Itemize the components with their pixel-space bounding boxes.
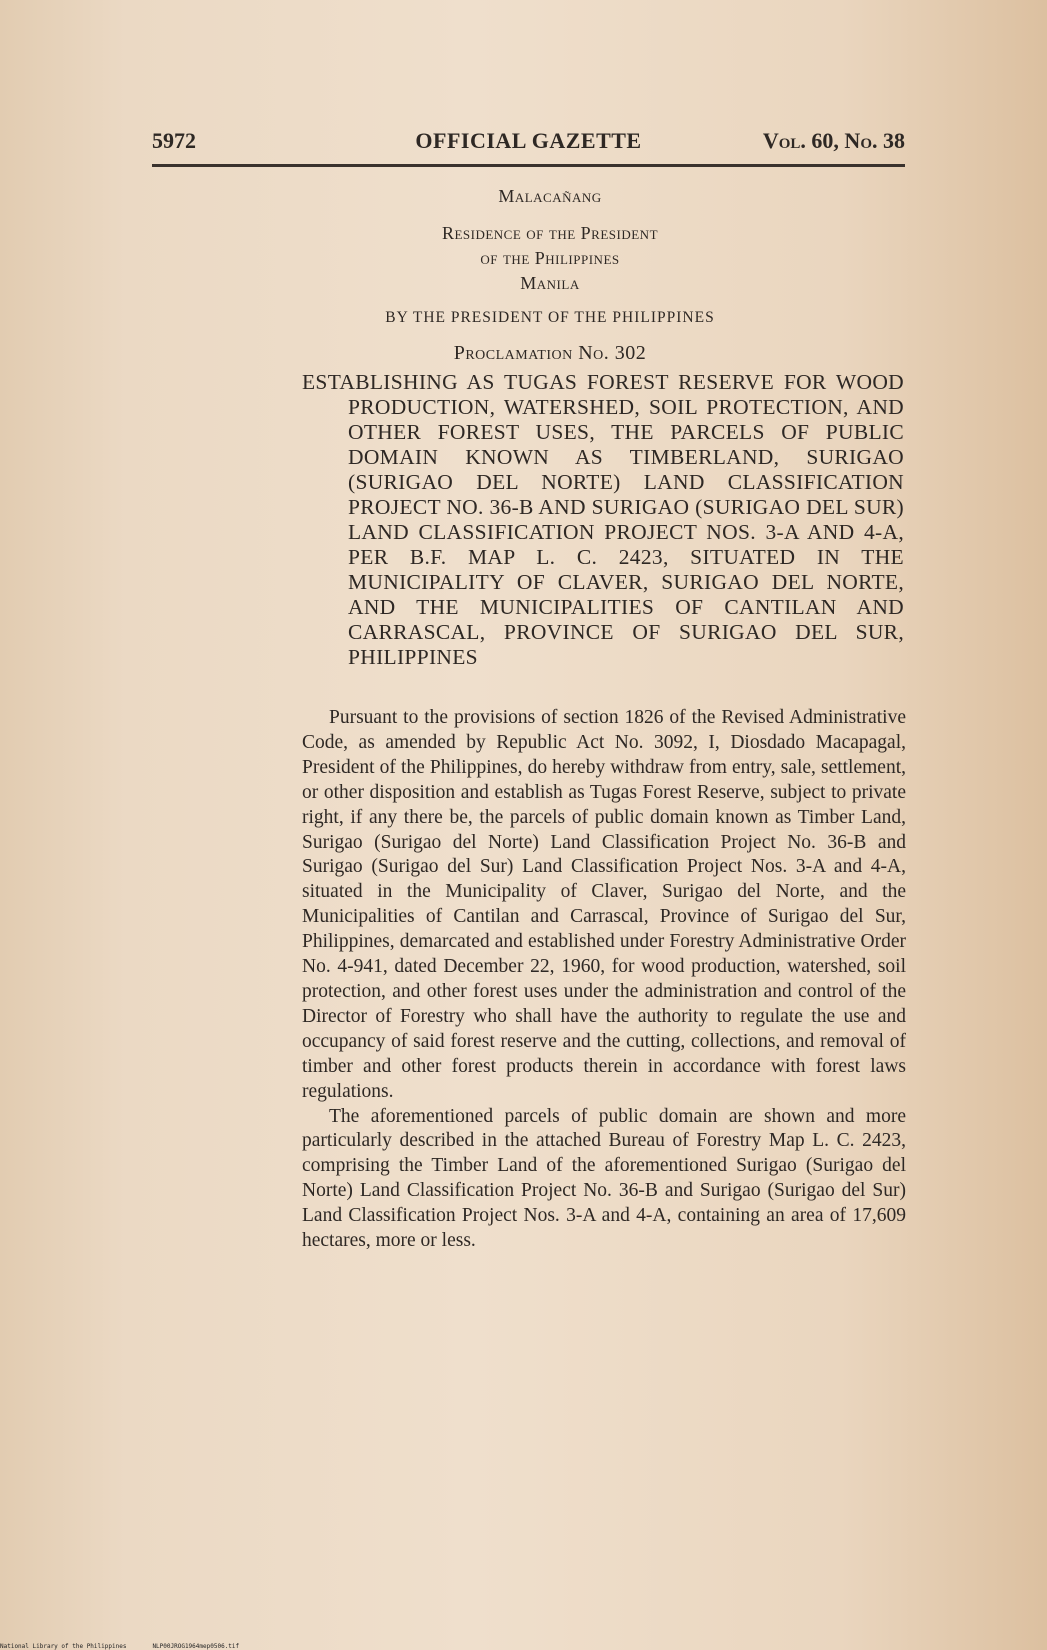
proclamation-number: Proclamation No. 302 (453, 342, 647, 364)
publication-title: OFFICIAL GAZETTE (415, 128, 642, 153)
volume-number: Vol. 60, No. 38 (762, 128, 905, 153)
header-rule (152, 164, 905, 167)
page-number: 5972 (152, 128, 196, 153)
residence-line-2: of the Philippines (480, 248, 620, 268)
paragraph-2: The aforementioned parcels of public domain are shown and more particularly described in the attached Bureau of Forestry Map L. C. 2423, comprising the Timber Land of the aforementioned Surigao (Surigao del Norte) Land Classification Project No. 36-B and Surigao (Surigao del Sur) Land Classification Project Nos. 3-A and 4-A, containing an area of 17,609 hectares, more or less. (302, 1105, 906, 1252)
by-line: BY THE PRESIDENT OF THE PHILIPPINES (385, 309, 715, 326)
library-credit: National Library of the Philippines (0, 1643, 127, 1650)
residence-line-1: Residence of the President (441, 223, 659, 243)
city-name: Manila (520, 273, 580, 293)
proclamation-body (302, 706, 906, 1254)
heading-text: ESTABLISHING AS TUGAS FOREST RESERVE FOR WOOD PRODUCTION, WATERSHED, SOIL PROTECTION, AND OTHER FOREST USES, THE PARCELS OF PUBLIC DOMAIN KNOWN AS TIMBERLAND, SURIGAO (SURIGAO DEL NORTE) LAND CLASSIFICATION PROJECT NO. 36-B AND SURIGAO (SURIGAO DEL SUR) LAND CLASSIFICATION PROJECT NOS. 3-A AND 4-A, PER B.F. MAP L. C. 2423, SITUATED IN THE MUNICIPALITY OF CLAVER, SURIGAO DEL NORTE, AND THE MUNICIPALITIES OF CANTILAN AND CARRASCAL, PROVINCE OF SURIGAO DEL SUR, PHILIPPINES (302, 370, 904, 669)
proclamation-heading (302, 370, 904, 670)
paragraph-1: Pursuant to the provisions of section 1826 of the Revised Administrative Code, as amended by Republic Act No. 3092, I, Diosdado Macapagal, President of the Philippines, do hereby withdraw from entry, sale, settlement, or other disposition and establish as Tugas Forest Reserve, subject to private right, if any there be, the parcels of public domain known as Timber Land, Surigao (Surigao del Norte) Land Classification Project No. 36-B and Surigao (Surigao del Sur) Land Classification Project Nos. 3-A and 4-A, situated in the Municipality of Claver, Surigao del Norte, and the Municipalities of Cantilan and Carrascal, Province of Surigao del Sur, Philippines, demarcated and established under Forestry Administrative Order No. 4-941, dated December 22, 1960, for wood production, watershed, soil protection, and other forest uses under the administration and control of the Director of Forestry who shall have the authority to regulate the use and occupancy of said forest reserve and the cutting, collections, and removal of timber and other forest products therein in accordance with forest laws regulations. (302, 707, 906, 1102)
page-header (152, 124, 905, 158)
scan-footer (0, 1643, 265, 1650)
office-name: Malacañang (498, 186, 602, 206)
file-name: NLP00JROG1964mep0506.tif (152, 1643, 240, 1650)
